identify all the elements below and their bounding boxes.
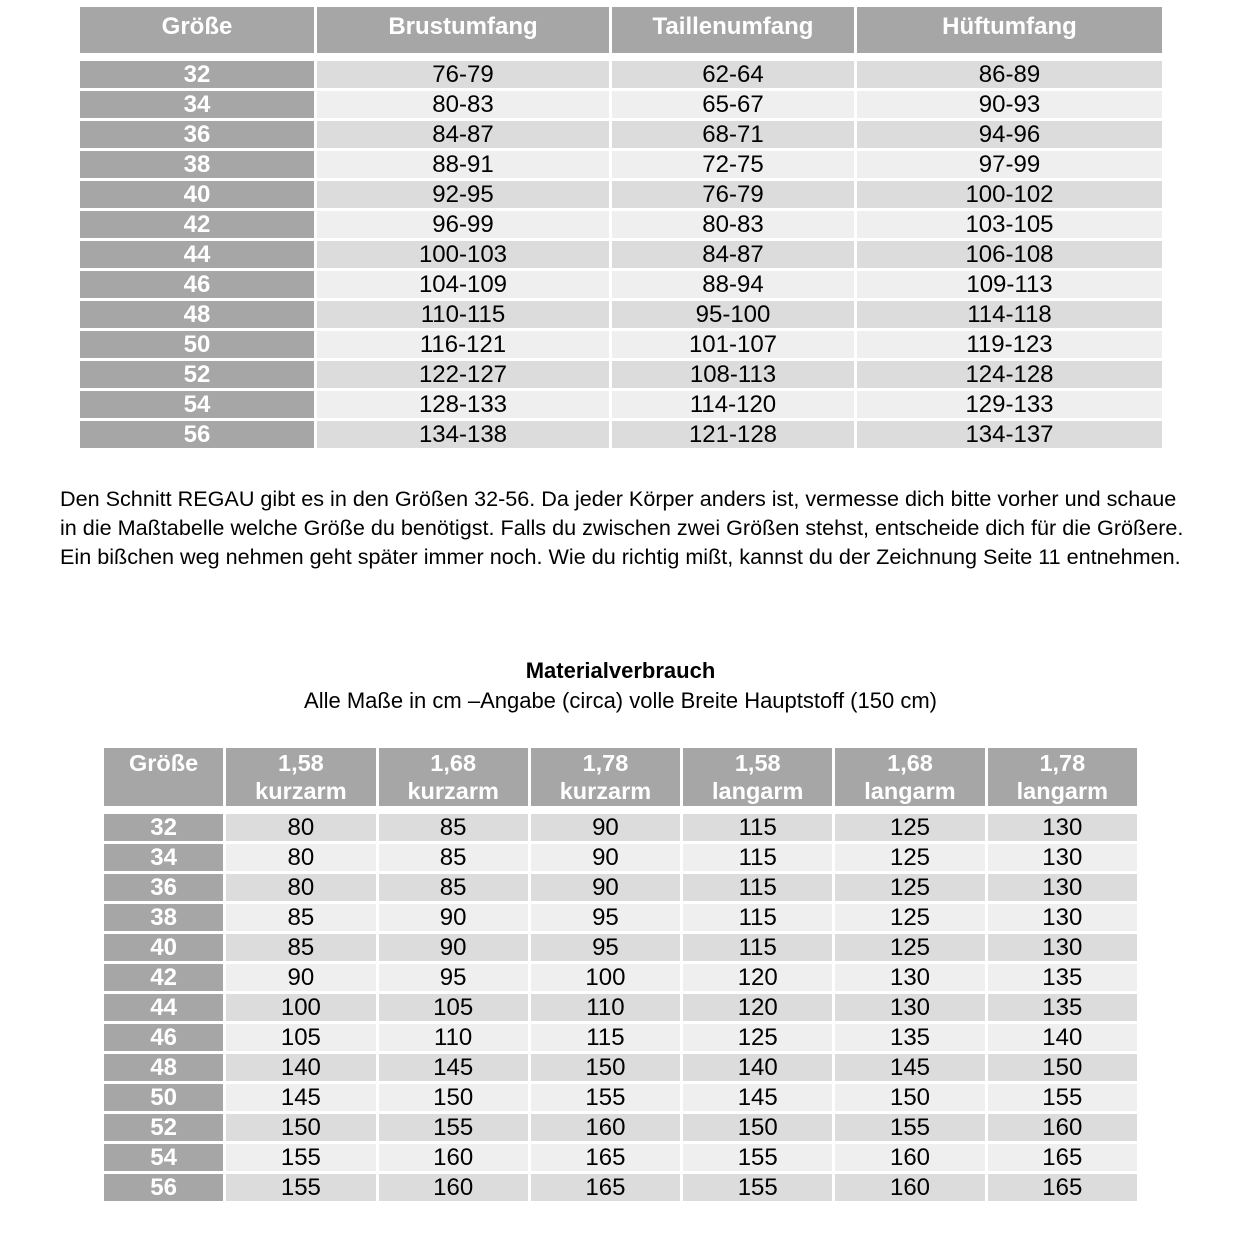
measurement-cell: 80-83: [612, 211, 854, 238]
size-label-cell: 36: [104, 874, 223, 901]
material-amount-cell: 160: [531, 1114, 680, 1141]
material-amount-cell: 135: [988, 964, 1137, 991]
size-label-cell: 38: [104, 904, 223, 931]
table-row: [80, 61, 1162, 88]
material-amount-cell: 155: [379, 1114, 528, 1141]
measurement-cell: 68-71: [612, 121, 854, 148]
size-label-cell: 38: [80, 151, 314, 178]
size-label-cell: 52: [104, 1114, 223, 1141]
material-amount-cell: 115: [683, 874, 832, 901]
material-amount-cell: 95: [531, 934, 680, 961]
table-row: [104, 904, 1137, 931]
table-row: [80, 211, 1162, 238]
header-line-1: 1,78: [1039, 750, 1086, 776]
material-amount-cell: 145: [226, 1084, 375, 1111]
material-amount-cell: 120: [683, 994, 832, 1021]
measurement-cell: 84-87: [317, 121, 609, 148]
size-chart-header-cell: Größe: [80, 7, 314, 53]
material-amount-cell: 150: [531, 1054, 680, 1081]
measurement-cell: 80-83: [317, 91, 609, 118]
material-amount-cell: 90: [531, 814, 680, 841]
size-label-cell: 48: [80, 301, 314, 328]
header-line-1: Größe: [129, 750, 199, 776]
measurement-cell: 134-138: [317, 421, 609, 448]
spacer-cell: [80, 56, 1162, 58]
measurement-cell: 121-128: [612, 421, 854, 448]
material-amount-cell: 155: [226, 1174, 375, 1201]
material-header-cell: [988, 748, 1137, 806]
measurement-cell: 94-96: [857, 121, 1162, 148]
material-amount-cell: 130: [988, 874, 1137, 901]
material-amount-cell: 155: [531, 1084, 680, 1111]
material-header-row: [104, 748, 1137, 806]
measurement-cell: 76-79: [317, 61, 609, 88]
material-amount-cell: 115: [531, 1024, 680, 1051]
size-label-cell: 40: [80, 181, 314, 208]
material-header-cell: [104, 748, 223, 806]
header-line-1: 1,78: [582, 750, 629, 776]
measurement-cell: 114-120: [612, 391, 854, 418]
material-amount-cell: 155: [988, 1084, 1137, 1111]
material-amount-cell: 155: [683, 1144, 832, 1171]
table-row: [104, 964, 1137, 991]
measurement-cell: 129-133: [857, 391, 1162, 418]
material-amount-cell: 85: [379, 814, 528, 841]
table-row: [104, 934, 1137, 961]
size-label-cell: 44: [80, 241, 314, 268]
spacer-cell: [104, 809, 1137, 811]
measurement-cell: 124-128: [857, 361, 1162, 388]
material-amount-cell: 100: [226, 994, 375, 1021]
measurement-cell: 110-115: [317, 301, 609, 328]
material-amount-cell: 160: [379, 1144, 528, 1171]
material-amount-cell: 95: [531, 904, 680, 931]
size-label-cell: 46: [104, 1024, 223, 1051]
table-row: [80, 361, 1162, 388]
material-amount-cell: 105: [379, 994, 528, 1021]
table-row: [80, 391, 1162, 418]
size-label-cell: 42: [104, 964, 223, 991]
table-row: [80, 301, 1162, 328]
measurement-cell: 86-89: [857, 61, 1162, 88]
header-line-2: kurzarm: [255, 778, 347, 804]
size-label-cell: 36: [80, 121, 314, 148]
material-amount-cell: 85: [226, 904, 375, 931]
measurement-cell: 116-121: [317, 331, 609, 358]
measurement-cell: 103-105: [857, 211, 1162, 238]
material-amount-cell: 165: [988, 1144, 1137, 1171]
table-row: [104, 1114, 1137, 1141]
size-label-cell: 50: [80, 331, 314, 358]
material-header-cell: [531, 748, 680, 806]
table-row: [104, 1174, 1137, 1201]
measurement-cell: 92-95: [317, 181, 609, 208]
material-amount-cell: 105: [226, 1024, 375, 1051]
table-row: [104, 1054, 1137, 1081]
measurement-cell: 96-99: [317, 211, 609, 238]
material-amount-cell: 160: [988, 1114, 1137, 1141]
table-row: [80, 331, 1162, 358]
material-amount-cell: 90: [379, 934, 528, 961]
material-amount-cell: 130: [835, 964, 984, 991]
size-label-cell: 50: [104, 1084, 223, 1111]
table-row: [80, 91, 1162, 118]
material-amount-cell: 130: [988, 814, 1137, 841]
measurement-cell: 95-100: [612, 301, 854, 328]
material-amount-cell: 115: [683, 934, 832, 961]
size-label-cell: 40: [104, 934, 223, 961]
size-label-cell: 54: [104, 1144, 223, 1171]
material-amount-cell: 85: [226, 934, 375, 961]
header-line-1: 1,68: [887, 750, 933, 776]
header-line-1: 1,58: [734, 750, 781, 776]
size-label-cell: 56: [104, 1174, 223, 1201]
table-row: [80, 421, 1162, 448]
measurement-cell: 108-113: [612, 361, 854, 388]
measurement-cell: 128-133: [317, 391, 609, 418]
material-amount-cell: 165: [531, 1144, 680, 1171]
table-row: [104, 994, 1137, 1021]
material-amount-cell: 110: [379, 1024, 528, 1051]
measurement-cell: 119-123: [857, 331, 1162, 358]
material-amount-cell: 135: [835, 1024, 984, 1051]
material-amount-cell: 125: [835, 874, 984, 901]
material-amount-cell: 110: [531, 994, 680, 1021]
size-chart-header-row: [80, 7, 1162, 53]
material-amount-cell: 130: [988, 904, 1137, 931]
material-amount-cell: 125: [835, 904, 984, 931]
material-amount-cell: 95: [379, 964, 528, 991]
measurement-cell: 84-87: [612, 241, 854, 268]
material-amount-cell: 80: [226, 814, 375, 841]
table-row: [104, 1144, 1137, 1171]
material-amount-cell: 155: [835, 1114, 984, 1141]
size-label-cell: 48: [104, 1054, 223, 1081]
material-amount-cell: 125: [683, 1024, 832, 1051]
size-label-cell: 46: [80, 271, 314, 298]
table-row: [80, 271, 1162, 298]
material-amount-cell: 155: [683, 1174, 832, 1201]
measurement-cell: 104-109: [317, 271, 609, 298]
table-row: [80, 121, 1162, 148]
material-amount-cell: 145: [835, 1054, 984, 1081]
measurement-cell: 134-137: [857, 421, 1162, 448]
header-spacer: [80, 56, 1162, 58]
material-amount-cell: 125: [835, 814, 984, 841]
header-line-1: 1,58: [278, 750, 324, 776]
material-amount-cell: 80: [226, 844, 375, 871]
header-line-2: langarm: [712, 778, 804, 804]
measurement-cell: 101-107: [612, 331, 854, 358]
material-amount-cell: 160: [379, 1174, 528, 1201]
material-amount-cell: 85: [379, 874, 528, 901]
material-amount-cell: 90: [531, 844, 680, 871]
material-amount-cell: 150: [988, 1054, 1137, 1081]
material-amount-cell: 150: [379, 1084, 528, 1111]
size-label-cell: 52: [80, 361, 314, 388]
size-chart-header-cell: Hüftumfang: [857, 7, 1162, 53]
material-amount-cell: 150: [683, 1114, 832, 1141]
size-chart-header-cell: Brustumfang: [317, 7, 609, 53]
header-line-2: [104, 777, 223, 805]
table-row: [104, 874, 1137, 901]
material-amount-cell: 115: [683, 814, 832, 841]
material-amount-cell: 100: [531, 964, 680, 991]
header-line-2: kurzarm: [407, 778, 499, 804]
measurement-cell: 109-113: [857, 271, 1162, 298]
material-amount-cell: 130: [988, 844, 1137, 871]
measurement-cell: 76-79: [612, 181, 854, 208]
material-amount-cell: 165: [988, 1174, 1137, 1201]
material-amount-cell: 160: [835, 1174, 984, 1201]
material-amount-cell: 125: [835, 934, 984, 961]
material-header-cell: [226, 748, 375, 806]
header-line-2: langarm: [1016, 778, 1109, 804]
size-chart-table: [77, 4, 1165, 451]
material-amount-cell: 140: [683, 1054, 832, 1081]
header-line-2: kurzarm: [559, 778, 652, 804]
material-amount-cell: 140: [988, 1024, 1137, 1051]
header-spacer: [104, 809, 1137, 811]
material-amount-cell: 140: [226, 1054, 375, 1081]
material-amount-cell: 80: [226, 874, 375, 901]
material-header-cell: [683, 748, 832, 806]
material-amount-cell: 150: [226, 1114, 375, 1141]
material-usage-table: [101, 745, 1140, 1204]
material-amount-cell: 155: [226, 1144, 375, 1171]
table-row: [104, 1024, 1137, 1051]
material-amount-cell: 150: [835, 1084, 984, 1111]
measurement-cell: 88-94: [612, 271, 854, 298]
material-header-cell: [835, 748, 984, 806]
size-label-cell: 34: [80, 91, 314, 118]
size-instructions-paragraph: Den Schnitt REGAU gibt es in den Größen 32-56. Da jeder Körper anders ist, vermesse dich bitte vorher und schaue in die Maßtabelle welche Größe du benötigst. Falls du zwischen zwei Größen stehst, entscheide dich für die Größere. Ein bißchen weg nehmen geht später immer noch. Wie du richtig mißt, kannst du der Zeichnung Seite 11 entnehmen.: [60, 486, 1184, 569]
material-title: Materialverbrauch: [525, 658, 716, 683]
measurement-cell: 106-108: [857, 241, 1162, 268]
material-amount-cell: 85: [379, 844, 528, 871]
table-row: [80, 151, 1162, 178]
material-amount-cell: 90: [531, 874, 680, 901]
measurement-cell: 72-75: [612, 151, 854, 178]
material-amount-cell: 160: [835, 1144, 984, 1171]
material-amount-cell: 145: [379, 1054, 528, 1081]
material-amount-cell: 135: [988, 994, 1137, 1021]
size-label-cell: 44: [104, 994, 223, 1021]
measurement-cell: 65-67: [612, 91, 854, 118]
header-line-1: 1,68: [430, 750, 477, 776]
table-row: [104, 814, 1137, 841]
measurement-cell: 100-103: [317, 241, 609, 268]
measurement-cell: 62-64: [612, 61, 854, 88]
material-amount-cell: 90: [379, 904, 528, 931]
table-row: [80, 181, 1162, 208]
header-line-2: langarm: [864, 778, 956, 804]
size-label-cell: 54: [80, 391, 314, 418]
material-amount-cell: 130: [988, 934, 1137, 961]
material-amount-cell: 165: [531, 1174, 680, 1201]
measurement-cell: 97-99: [857, 151, 1162, 178]
size-label-cell: 34: [104, 844, 223, 871]
size-label-cell: 42: [80, 211, 314, 238]
material-amount-cell: 115: [683, 904, 832, 931]
measurement-cell: 90-93: [857, 91, 1162, 118]
size-label-cell: 32: [80, 61, 314, 88]
size-label-cell: 32: [104, 814, 223, 841]
measurement-cell: 88-91: [317, 151, 609, 178]
measurement-cell: 114-118: [857, 301, 1162, 328]
material-amount-cell: 120: [683, 964, 832, 991]
measurement-cell: 100-102: [857, 181, 1162, 208]
size-label-cell: 56: [80, 421, 314, 448]
material-amount-cell: 145: [683, 1084, 832, 1111]
material-subtitle: Alle Maße in cm –Angabe (circa) volle Breite Hauptstoff (150 cm): [304, 688, 937, 713]
material-header-cell: [379, 748, 528, 806]
table-row: [104, 844, 1137, 871]
material-amount-cell: 125: [835, 844, 984, 871]
material-amount-cell: 90: [226, 964, 375, 991]
material-amount-cell: 130: [835, 994, 984, 1021]
table-row: [80, 241, 1162, 268]
material-amount-cell: 115: [683, 844, 832, 871]
table-row: [104, 1084, 1137, 1111]
size-chart-header-cell: Taillenumfang: [612, 7, 854, 53]
measurement-cell: 122-127: [317, 361, 609, 388]
